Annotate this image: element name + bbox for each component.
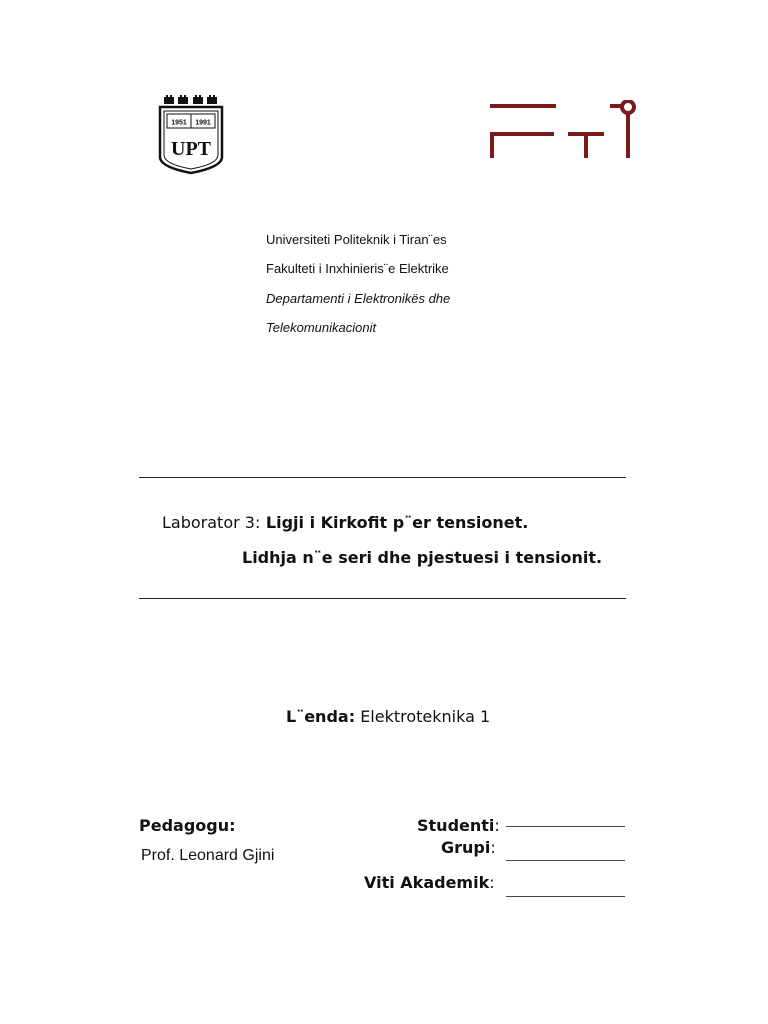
subject-label: L¨enda: [286,707,356,726]
pedagogu-label: Pedagogu: [139,816,236,835]
lab-title-line2: Lidhja n¨e seri dhe pjestuesi i tensionit. [242,548,603,567]
group-label-text: Grupi [441,838,491,857]
pedagogu-name: Prof. Leonard Gjini [141,847,275,864]
lab-number: Laborator 3: [162,513,261,532]
student-label-text: Studenti [417,816,495,835]
title-top-rule [139,477,626,478]
upt-logo [157,95,225,175]
lab-title-line1 [162,513,528,532]
department-name-line2: Telekomunikacionit [266,320,377,335]
group-field-label [441,838,496,857]
lab-title-text: Ligji i Kirkofit p¨er tensionet. [265,513,529,532]
group-blank-line[interactable] [506,860,625,861]
university-name: Universiteti Politeknik i Tiran¨es [266,232,447,247]
year-blank-line[interactable] [506,896,625,897]
fti-logo [488,100,638,160]
faculty-name: Fakulteti i Inxhinieris¨e Elektrike [266,261,449,276]
subject-value: Elektroteknika 1 [360,707,491,726]
student-blank-line[interactable] [506,826,625,827]
upt-logo-text: UPT [171,138,211,160]
subject-line [286,707,490,726]
title-bottom-rule [139,598,626,599]
upt-year-right: 1991 [195,119,211,127]
upt-year-left: 1951 [171,119,187,127]
group-colon: : [490,838,496,857]
year-colon: : [489,873,495,892]
student-colon: : [494,816,500,835]
department-name-line1: Departamenti i Elektronikës dhe [266,291,451,306]
year-field-label [364,873,495,892]
year-label-text: Viti Akademik [364,873,490,892]
student-field-label [417,816,500,835]
crown-icons [164,95,217,104]
